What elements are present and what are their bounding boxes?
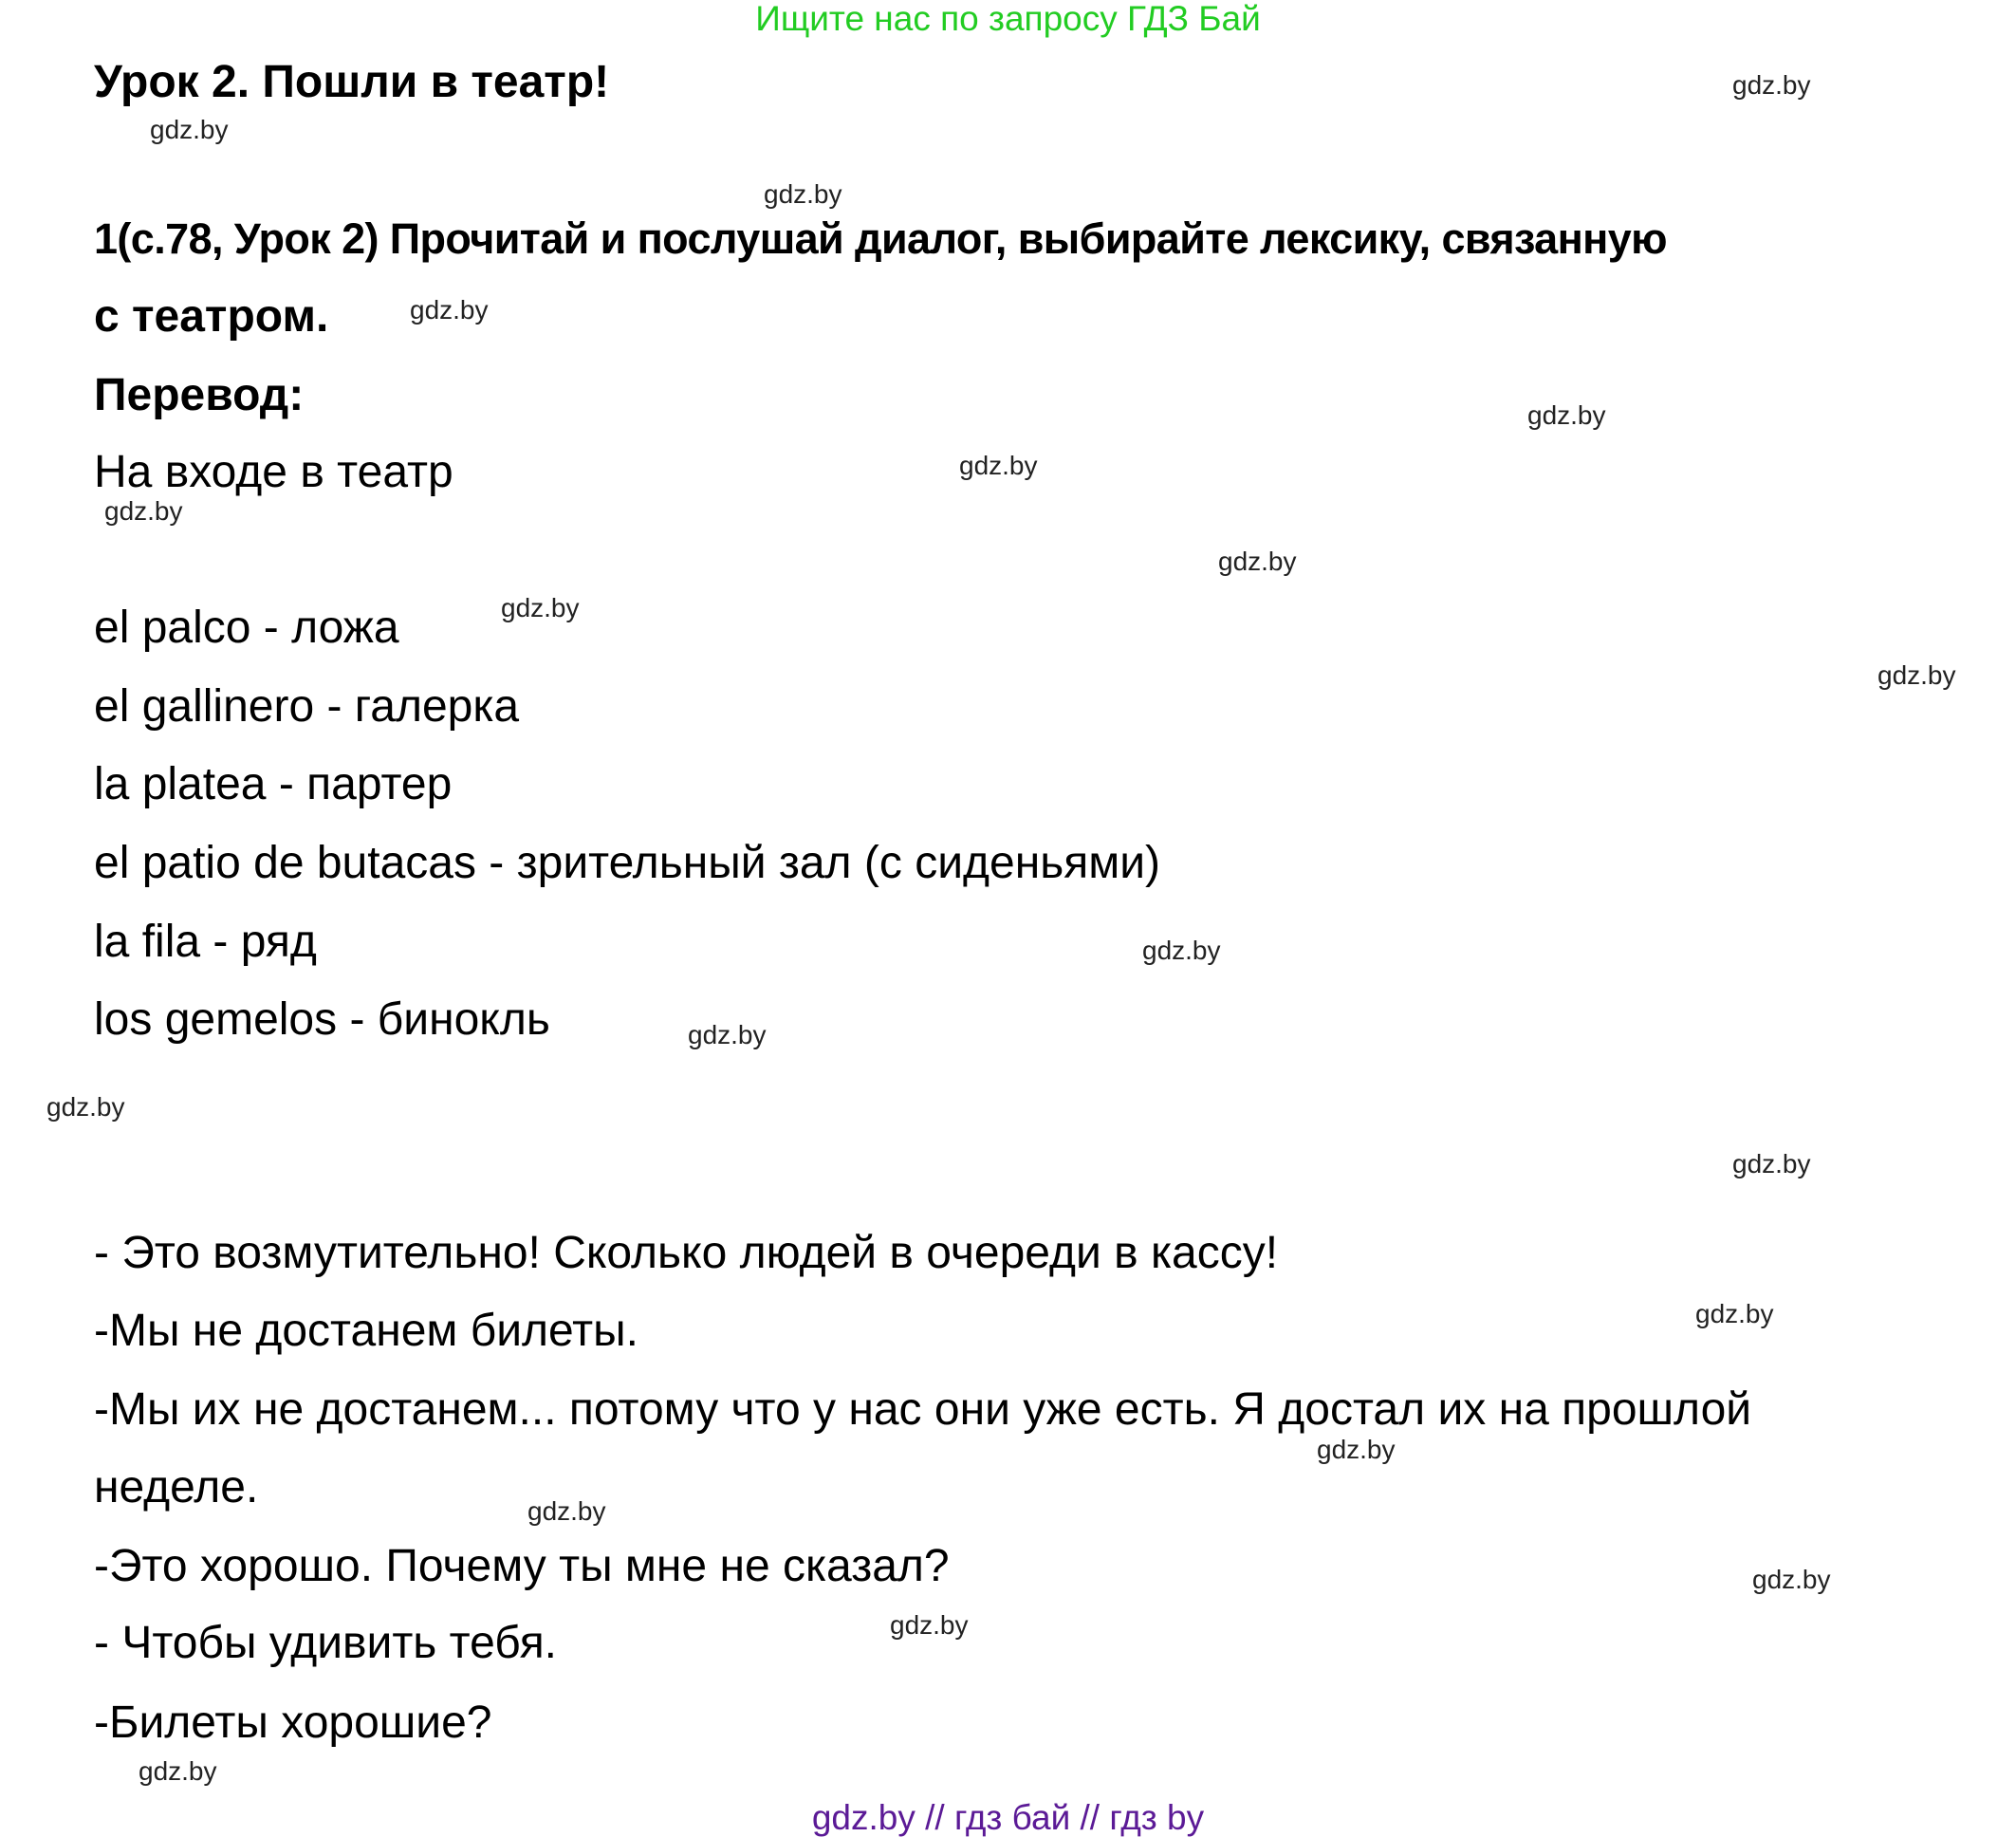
vocabulary-item: el gallinero - галерка	[94, 681, 520, 732]
dialog-line: неделе.	[94, 1462, 259, 1512]
watermark: gdz.by	[1317, 1435, 1396, 1464]
vocabulary-item: el palco - ложа	[94, 603, 399, 653]
watermark: gdz.by	[150, 115, 229, 144]
page-title: Урок 2. Пошли в театр!	[94, 57, 610, 107]
task-heading-line-2: с театром.	[94, 291, 329, 342]
vocabulary-item: la fila - ряд	[94, 917, 317, 967]
watermark: gdz.by	[1752, 1565, 1831, 1594]
watermark: gdz.by	[46, 1092, 125, 1122]
vocabulary-item: la platea - партер	[94, 759, 453, 809]
translation-label: Перевод:	[94, 370, 305, 420]
vocabulary-item: los gemelos - бинокль	[94, 994, 550, 1045]
watermark: gdz.by	[1142, 936, 1221, 965]
vocabulary-item: el patio de butacas - зрительный зал (с сиденьями)	[94, 838, 1161, 888]
watermark: gdz.by	[688, 1020, 767, 1049]
watermark: gdz.by	[1732, 1149, 1811, 1178]
watermark: gdz.by	[501, 593, 580, 622]
search-banner: Ищите нас по запросу ГДЗ Бай	[755, 0, 1261, 38]
watermark: gdz.by	[959, 451, 1038, 480]
dialog-line: -Билеты хорошие?	[94, 1698, 492, 1748]
dialog-line: -Мы не достанем билеты.	[94, 1306, 638, 1356]
section-subtitle: На входе в театр	[94, 447, 453, 497]
dialog-line: -Это хорошо. Почему ты мне не сказал?	[94, 1541, 950, 1591]
dialog-line: - Чтобы удивить тебя.	[94, 1618, 558, 1668]
watermark: gdz.by	[1695, 1299, 1774, 1328]
watermark: gdz.by	[1732, 70, 1811, 100]
watermark: gdz.by	[410, 295, 489, 325]
watermark: gdz.by	[104, 496, 183, 526]
watermark: gdz.by	[139, 1756, 217, 1786]
watermark: gdz.by	[890, 1610, 969, 1640]
watermark: gdz.by	[764, 179, 842, 209]
watermark: gdz.by	[1877, 660, 1956, 690]
dialog-line: - Это возмутительно! Сколько людей в очереди в кассу!	[94, 1228, 1279, 1278]
watermark: gdz.by	[1218, 547, 1297, 576]
watermark: gdz.by	[1527, 400, 1606, 430]
task-heading-line-1: 1(с.78, Урок 2) Прочитай и послушай диалог, выбирайте лексику, связанную	[94, 214, 1668, 263]
dialog-line: -Мы их не достанем... потому что у нас они уже есть. Я достал их на прошлой	[94, 1384, 1752, 1435]
footer-links: gdz.by // гдз бай // гдз by	[811, 1798, 1205, 1837]
watermark: gdz.by	[527, 1496, 606, 1526]
